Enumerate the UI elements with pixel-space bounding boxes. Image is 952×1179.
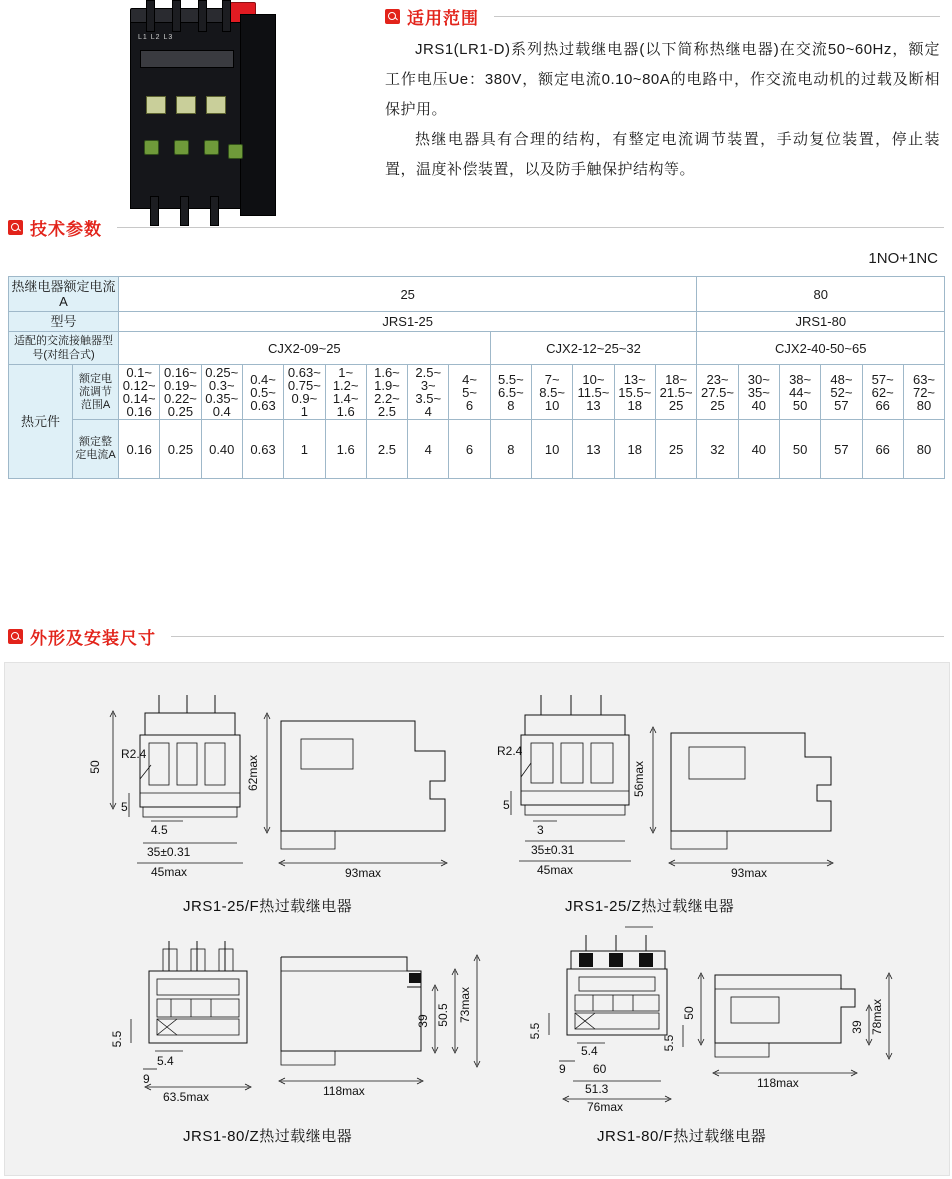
svg-text:50: 50: [682, 1006, 696, 1020]
figure-caption-2: JRS1-25/Z热过载继电器: [565, 898, 735, 915]
adjust-range-cell: 48~ 52~ 57: [821, 365, 862, 420]
svg-text:9: 9: [143, 1072, 150, 1086]
setting-current-cell: 80: [903, 420, 944, 479]
setting-current-cell: 1: [284, 420, 325, 479]
setting-current-cell: 40: [738, 420, 779, 479]
divider: [494, 16, 940, 17]
setting-current-cell: 1.6: [325, 420, 366, 479]
scope-section: [385, 4, 940, 185]
setting-current-cell: 50: [779, 420, 820, 479]
svg-text:R2.4: R2.4: [121, 747, 147, 761]
adjust-range-cell: 18~ 21.5~ 25: [655, 365, 696, 420]
figure-caption-1: JRS1-25/F热过载继电器: [183, 898, 353, 915]
setting-current-cell: 66: [862, 420, 903, 479]
contact-note: 1NO+1NC: [868, 250, 938, 267]
adjust-range-cell: 5.5~ 6.5~ 8: [490, 365, 531, 420]
svg-text:35±0.31: 35±0.31: [147, 845, 191, 859]
product-pin: [198, 0, 207, 32]
figure-jrs1-25-z: [475, 681, 915, 911]
adjust-range-cell: 0.25~ 0.3~ 0.35~ 0.4: [201, 365, 242, 420]
table-row: 热继电器额定电流A 25 80: [9, 277, 945, 312]
svg-text:5.5: 5.5: [110, 1030, 124, 1048]
product-screw: [228, 144, 243, 159]
svg-text:3: 3: [537, 823, 544, 837]
svg-text:93max: 93max: [345, 866, 382, 880]
svg-text:5: 5: [503, 798, 510, 812]
svg-text:R2.4: R2.4: [497, 744, 523, 758]
dimensions-panel: [4, 662, 950, 1176]
svg-text:5.4: [629, 921, 646, 922]
adjust-range-cell: 23~ 27.5~ 25: [697, 365, 738, 420]
model-cell: JRS1-80: [697, 312, 945, 332]
dimensions-heading: [8, 624, 944, 649]
setting-current-cell: 10: [531, 420, 572, 479]
search-icon: [385, 9, 400, 24]
setting-current-cell: 57: [821, 420, 862, 479]
adjust-range-cell: 10~ 11.5~ 13: [573, 365, 614, 420]
svg-text:5.4: 5.4: [157, 1054, 174, 1068]
svg-text:45max: 45max: [537, 863, 574, 877]
rated-current-cell: 25: [119, 277, 697, 312]
figure-jrs1-80-z: [105, 935, 535, 1135]
tech-title: 技术参数: [30, 220, 102, 239]
svg-text:51.3: 51.3: [585, 1082, 609, 1096]
product-photo: [110, 0, 300, 230]
table-row: 型号 JRS1-25 JRS1-80: [9, 312, 945, 332]
svg-text:73max: 73max: [458, 986, 472, 1024]
setting-current-cell: 8: [490, 420, 531, 479]
setting-current-cell: 2.5: [366, 420, 407, 479]
product-terminal: [206, 96, 226, 114]
svg-text:76max: 76max: [587, 1100, 624, 1114]
figure-jrs1-25-f: [85, 681, 505, 911]
product-pin: [146, 0, 155, 32]
svg-text:5.5: 5.5: [528, 1022, 542, 1040]
svg-text:4.5: 4.5: [151, 823, 168, 837]
rated-current-cell: 80: [697, 277, 945, 312]
svg-text:93max: 93max: [731, 866, 768, 880]
adjust-range-cell: 13~ 15.5~ 18: [614, 365, 655, 420]
svg-text:60: 60: [593, 1062, 607, 1076]
figure-jrs1-80-f: [525, 921, 945, 1121]
product-screw: [204, 140, 219, 155]
setting-current-cell: 13: [573, 420, 614, 479]
scope-paragraph-1: JRS1(LR1-D)系列热过载继电器(以下简称热继电器)在交流50~60Hz，额定工作电压Ue：380V，额定电流0.10~80A的电路中，作交流电动机的过载及断相保护用。: [385, 41, 940, 118]
product-pin: [172, 0, 181, 32]
adjust-range-cell: 1.6~ 1.9~ 2.2~ 2.5: [366, 365, 407, 420]
thermal-element-label: 热元件: [9, 365, 73, 479]
svg-text:45max: 45max: [151, 865, 188, 879]
svg-text:56max: 56max: [632, 760, 646, 798]
divider: [171, 636, 944, 637]
svg-text:39: 39: [416, 1014, 430, 1028]
setting-current-cell: 32: [697, 420, 738, 479]
adjust-range-cell: 1~ 1.2~ 1.4~ 1.6: [325, 365, 366, 420]
scope-title: 适用范围: [407, 9, 479, 28]
dimensions-title: 外形及安装尺寸: [30, 629, 156, 648]
adjust-range-cell: 0.4~ 0.5~ 0.63: [242, 365, 283, 420]
adjust-range-cell: 4~ 5~ 6: [449, 365, 490, 420]
contactor-cell: CJX2-12~25~32: [490, 332, 697, 365]
scope-heading: [385, 4, 940, 29]
adjust-range-cell: 0.16~ 0.19~ 0.22~ 0.25: [160, 365, 201, 420]
parameters-table: [8, 276, 945, 479]
figure-caption-3: JRS1-80/Z热过载继电器: [183, 1128, 353, 1145]
adjust-range-cell: 2.5~ 3~ 3.5~ 4: [408, 365, 449, 420]
svg-text:39: 39: [850, 1020, 864, 1034]
product-slot: [140, 50, 234, 68]
setting-current-cell: 0.40: [201, 420, 242, 479]
svg-text:63.5max: 63.5max: [163, 1090, 210, 1104]
svg-text:78max: 78max: [870, 998, 884, 1036]
setting-current-cell: 0.25: [160, 420, 201, 479]
svg-text:5.4: 5.4: [581, 1044, 598, 1058]
adjust-range-cell: 0.63~ 0.75~ 0.9~ 1: [284, 365, 325, 420]
svg-text:50.5: 50.5: [436, 1003, 450, 1027]
scope-paragraph-2: 热继电器具有合理的结构，有整定电流调节装置，手动复位装置，停止装置，温度补偿装置，以及防手触保护结构等。: [385, 131, 940, 178]
svg-text:50: 50: [88, 760, 102, 774]
product-side-block: [240, 14, 276, 216]
setting-current-cell: 0.16: [119, 420, 160, 479]
search-icon: [8, 629, 23, 644]
svg-text:5.5: 5.5: [662, 1034, 676, 1052]
product-screw: [174, 140, 189, 155]
setting-current-cell: 25: [655, 420, 696, 479]
table-row: 额定整定电流A 0.16 0.25 0.40 0.63 1 1.6 2.5 4 6 8 10 13 18 25 32 40 50 57 66 80: [9, 420, 945, 479]
svg-text:62max: 62max: [246, 754, 260, 792]
svg-text:5: 5: [121, 800, 128, 814]
tech-heading: [8, 215, 944, 240]
model-cell: JRS1-25: [119, 312, 697, 332]
table-row: 适配的交流接触器型号(对组合式) CJX2-09~25 CJX2-12~25~32 CJX2-40-50~65: [9, 332, 945, 365]
setting-current-cell: 0.63: [242, 420, 283, 479]
svg-text:118max: 118max: [757, 1076, 799, 1090]
adjust-range-cell: 57~ 62~ 66: [862, 365, 903, 420]
product-terminal: [146, 96, 166, 114]
adjust-range-cell: 7~ 8.5~ 10: [531, 365, 572, 420]
product-marking: L1 L2 L3: [138, 34, 174, 41]
adjust-range-cell: 38~ 44~ 50: [779, 365, 820, 420]
top-section: [0, 0, 952, 240]
svg-text:35±0.31: 35±0.31: [531, 843, 575, 857]
adjust-range-cell: 63~ 72~ 80: [903, 365, 944, 420]
setting-current-cell: 18: [614, 420, 655, 479]
contactor-cell: CJX2-40-50~65: [697, 332, 945, 365]
product-screw: [144, 140, 159, 155]
divider: [117, 227, 944, 228]
figure-caption-4: JRS1-80/F热过载继电器: [597, 1128, 767, 1145]
adjust-range-cell: 0.1~ 0.12~ 0.14~ 0.16: [119, 365, 160, 420]
setting-current-cell: 4: [408, 420, 449, 479]
setting-current-cell: 6: [449, 420, 490, 479]
search-icon: [8, 220, 23, 235]
product-terminal: [176, 96, 196, 114]
adjust-range-cell: 30~ 35~ 40: [738, 365, 779, 420]
product-pin: [222, 0, 231, 32]
contactor-cell: CJX2-09~25: [119, 332, 491, 365]
svg-text:118max: 118max: [323, 1084, 365, 1098]
table-row: 热元件 额定电流调节范围A 0.1~ 0.12~ 0.14~ 0.16 0.16~ 0.19~ 0.22~ 0.25 0.25~ 0.3~ 0.35~ 0.4 0.4~ 0.5~ 0.63 0.63~ 0.75~ 0.9~ 1 1~ 1.2~ 1.4~ 1.6 1.6~ 1.9~ 2.2~ 2.5 2.5~ 3~ 3.5~ 4 4~ 5~ 6 5.5~ 6.5~ 8 7~ 8.5~ 10 10~ 11.5~ 13 13~ 15.5~ 18 18~ 21.5~ 25 23~ 27.5~ 25 30~ 35~ 40 38~ 44~ 50 48~ 52~ 57 57~ 62~ 66 63~ 72~ 80: [9, 365, 945, 420]
svg-text:9: 9: [559, 1062, 566, 1076]
